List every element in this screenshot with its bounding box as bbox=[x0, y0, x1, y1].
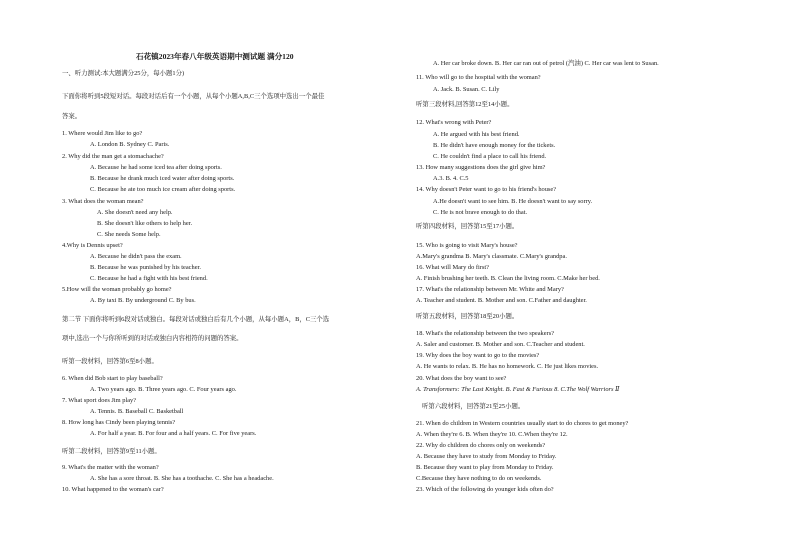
left-text-line: B. She doesn't like others to help her. bbox=[97, 220, 193, 227]
left-text-line: C. She needs Some help. bbox=[97, 231, 161, 238]
page-title: 石花镇2023年春八年级英语期中测试题 满分120 bbox=[136, 52, 294, 61]
right-text-line: 23. Which of the following do younger kids often do? bbox=[416, 486, 554, 493]
left-text-line: B. Because he drank much iced water after doing sports. bbox=[90, 175, 235, 182]
right-text-line: A. Jack. B. Susan. C. Lily bbox=[433, 86, 500, 93]
right-text-line: 听第四段材料，回答第15至17小题。 bbox=[416, 223, 519, 230]
left-text-line: 第二节 下面你将听到6段对话或独白。每段对话或独白后有几个小题，从每小题A，B，C三个选 bbox=[62, 316, 330, 323]
left-text-line: 10. What happened to the woman's car? bbox=[62, 486, 164, 493]
right-text-line: C. He couldn't find a place to call his friend. bbox=[433, 153, 547, 160]
right-text-line: A. Teacher and student. B. Mother and son. C.Father and daughter. bbox=[416, 297, 587, 304]
right-text-line: 20. What does the boy want to see? bbox=[416, 375, 507, 382]
left-text-line: 7. What sport does Jim play? bbox=[62, 397, 137, 404]
left-text-line: 5.How will the woman probably go home? bbox=[62, 286, 172, 293]
right-text-line: A. He argued with his best friend. bbox=[433, 131, 520, 138]
left-text-line: C. Because he had a fight with his best friend. bbox=[90, 275, 208, 282]
right-text-line: 21. When do children in Western countries usually start to do chores to get money? bbox=[416, 420, 629, 427]
right-text-line: A. Her car broke down. B. Her car ran out of petrol (汽油) C. Her car was lent to Susan. bbox=[433, 60, 659, 67]
right-text-line: 12. What's wrong with Peter? bbox=[416, 119, 492, 126]
left-text-line: 1. Where would Jim like to go? bbox=[62, 130, 143, 137]
right-text-line: A. When they're 6. B. When they're 10. C.When they're 12. bbox=[416, 431, 568, 438]
right-text-line: B. Because they want to play from Monday to Friday. bbox=[416, 464, 554, 471]
right-text-line: A. Saler and customer. B. Mother and son. C.Teacher and student. bbox=[416, 341, 585, 348]
left-text-line: A. By taxi B. By underground C. By bus. bbox=[90, 297, 196, 304]
left-text-line: A. Tennis. B. Baseball C. Basketball bbox=[90, 408, 184, 415]
right-text-line: A. Transformers: The Last Knight. B. Fast & Furious 8. C.The Wolf Warriors Ⅱ bbox=[416, 386, 620, 393]
right-text-line: B. He didn't have enough money for the tickets. bbox=[433, 142, 556, 149]
left-text-line: 听第二段材料，回答第9至11小题。 bbox=[62, 448, 161, 455]
left-text-line: 听第一段材料，回答第6至8小题。 bbox=[62, 358, 158, 365]
right-text-line: 听第五段材料，回答第18至20小题。 bbox=[416, 313, 519, 320]
right-text-line: 22. Why do children do chores only on weekends? bbox=[416, 442, 546, 449]
right-text-line: 11. Who will go to the hospital with the woman? bbox=[416, 74, 541, 81]
right-text-line: A. Finish brushing her teeth. B. Clean the living room. C.Make her bed. bbox=[416, 275, 600, 282]
right-text-line: 17. What's the relationship between Mr. White and Mary? bbox=[416, 286, 564, 293]
left-text-line: 6. When did Bob start to play baseball? bbox=[62, 375, 163, 382]
left-text-line: A. London B. Sydney C. Paris. bbox=[90, 141, 170, 148]
left-text-line: A. She has a sore throat. B. She has a toothache. C. She has a headache. bbox=[90, 475, 274, 482]
left-text-line: C. Because he ate too much ice cream after doing sports. bbox=[90, 186, 236, 193]
left-text-line: A. Because he didn't pass the exam. bbox=[90, 253, 182, 260]
right-text-line: A.Mary's grandma B. Mary's classmate. C.Mary's grandpa. bbox=[416, 253, 567, 260]
right-text-line: A.He doesn't want to see him. B. He doesn't want to say sorry. bbox=[433, 198, 593, 205]
right-text-line: A. He wants to relax. B. He has no homework. C. He just likes movies. bbox=[416, 363, 599, 370]
right-text-line: 16. What will Mary do first? bbox=[416, 264, 490, 271]
left-text-line: B. Because he was punished by his teacher. bbox=[90, 264, 201, 271]
left-text-line: 4.Why is Dennis upset? bbox=[62, 242, 123, 249]
right-text-line: 13. How many suggestions does the girl give him? bbox=[416, 164, 546, 171]
right-text-line: A.3. B. 4. C.5 bbox=[433, 175, 469, 182]
right-text-line: C.Because they have nothing to do on weekends. bbox=[416, 475, 542, 482]
right-text-line: 18. What's the relationship between the two speakers? bbox=[416, 330, 555, 337]
left-text-line: 答案。 bbox=[62, 113, 82, 120]
left-text-line: A. She doesn't need any help. bbox=[97, 209, 173, 216]
right-text-line: C. He is not brave enough to do that. bbox=[433, 209, 528, 216]
left-text-line: A. For half a year. B. For four and a half years. C. For five years. bbox=[90, 430, 257, 437]
right-text-line: 19. Why does the boy want to go to the movies? bbox=[416, 352, 540, 359]
right-text-line: A. Because they have to study from Monday to Friday. bbox=[416, 453, 557, 460]
right-text-line: 14. Why doesn't Peter want to go to his friend's house? bbox=[416, 186, 557, 193]
right-text-line: 听第三段材料,回答第12至14小题。 bbox=[416, 101, 514, 108]
right-text-line: 15. Who is going to visit Mary's house? bbox=[416, 242, 518, 249]
left-text-line: 下面你将听到5段短对话。每段对话后有一个小题，从每个小题A,B,C三个选项中选出一个最佳 bbox=[62, 93, 325, 100]
left-text-line: 一、听力测试:本大题满分25分，每小题1分) bbox=[62, 70, 185, 77]
left-text-line: 8. How long has Cindy been playing tennis? bbox=[62, 419, 176, 426]
left-text-line: 项中,选出一个与你所听到的对话或独白内容相符的问题的答案。 bbox=[62, 335, 243, 342]
left-text-line: 3. What does the woman mean? bbox=[62, 198, 144, 205]
left-text-line: A. Two years ago. B. Three years ago. C. Four years ago. bbox=[90, 386, 237, 393]
left-text-line: 9. What's the matter with the woman? bbox=[62, 464, 159, 471]
left-text-line: A. Because he had some iced tea after doing sports. bbox=[90, 164, 222, 171]
right-text-line: 听第六段材料，回答第21至25小题。 bbox=[422, 403, 525, 410]
left-text-line: 2. Why did the man get a stomachache? bbox=[62, 153, 164, 160]
